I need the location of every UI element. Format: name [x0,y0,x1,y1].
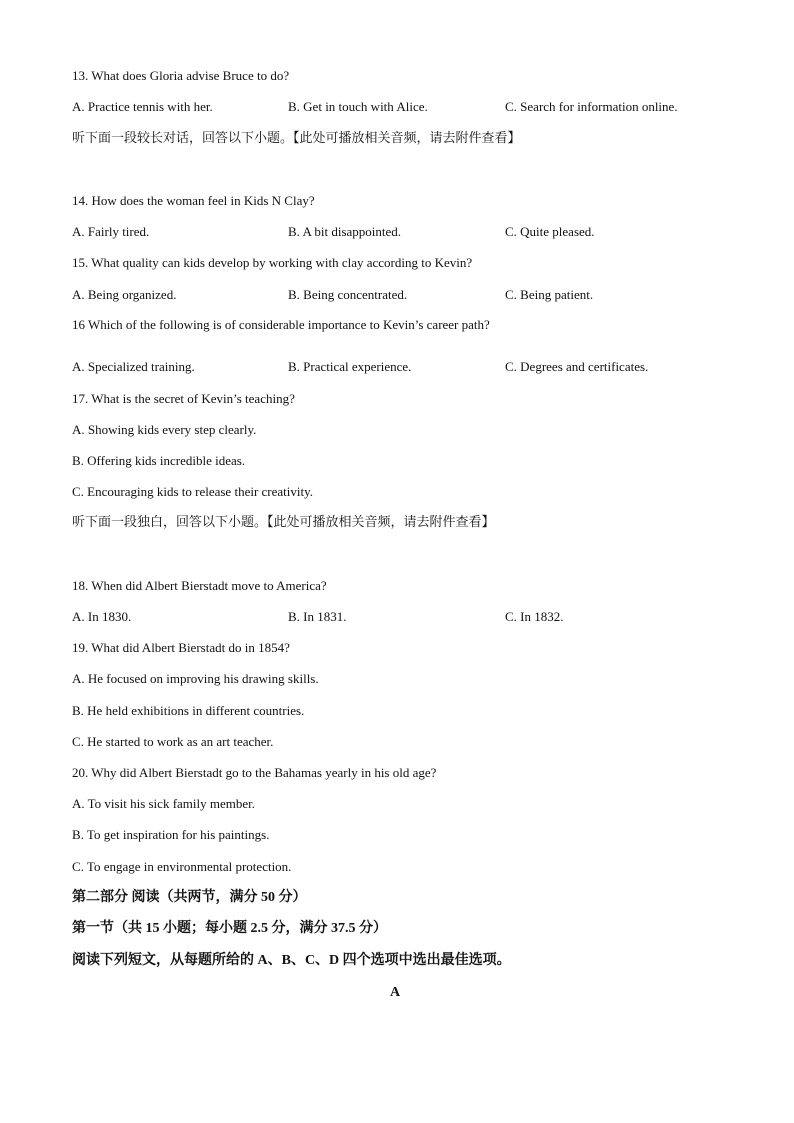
q20-option-a: A. To visit his sick family member. [72,796,256,811]
q14-option-c: C. Quite pleased. [505,224,595,239]
q13-option-a: A. Practice tennis with her. [72,99,213,114]
q17-option-a: A. Showing kids every step clearly. [72,422,257,437]
instruction-dialogue: 听下面一段较长对话，回答以下小题。【此处可播放相关音频，请去附件查看】 [72,131,521,146]
q16-option-b: B. Practical experience. [288,359,412,374]
passage-label: A [390,985,401,1000]
q19-option-b: B. He held exhibitions in different countries. [72,703,305,718]
q17-option-b: B. Offering kids incredible ideas. [72,453,246,468]
question-19-stem: 19. What did Albert Bierstadt do in 1854? [72,640,290,655]
q17-option-c: C. Encouraging kids to release their creativity. [72,484,314,499]
q14-option-b: B. A bit disappointed. [288,224,402,239]
q19-option-c: C. He started to work as an art teacher. [72,734,274,749]
q16-option-c: C. Degrees and certificates. [505,359,649,374]
q14-option-a: A. Fairly tired. [72,224,150,239]
question-13-stem: 13. What does Gloria advise Bruce to do? [72,68,290,83]
q15-option-b: B. Being concentrated. [288,287,408,302]
q18-option-a: A. In 1830. [72,609,132,624]
q13-option-b: B. Get in touch with Alice. [288,99,428,114]
q16-option-a: A. Specialized training. [72,359,195,374]
reading-directions: 阅读下列短文，从每题所给的 A、B、C、D 四个选项中选出最佳选项。 [72,953,511,968]
section-one-heading: 第一节（共 15 小题；每小题 2.5 分，满分 37.5 分） [72,921,387,936]
q15-option-a: A. Being organized. [72,287,177,302]
q20-option-c: C. To engage in environmental protection. [72,859,292,874]
question-14-stem: 14. How does the woman feel in Kids N Clay? [72,193,315,208]
question-16-stem: 16 Which of the following is of considerable importance to Kevin’s career path? [72,317,490,332]
q18-option-c: C. In 1832. [505,609,564,624]
question-17-stem: 17. What is the secret of Kevin’s teaching? [72,391,295,406]
question-20-stem: 20. Why did Albert Bierstadt go to the Bahamas yearly in his old age? [72,765,437,780]
q13-option-c: C. Search for information online. [505,99,678,114]
instruction-monologue: 听下面一段独白，回答以下小题。【此处可播放相关音频，请去附件查看】 [72,515,495,530]
q19-option-a: A. He focused on improving his drawing skills. [72,671,319,686]
question-15-stem: 15. What quality can kids develop by working with clay according to Kevin? [72,255,473,270]
q15-option-c: C. Being patient. [505,287,594,302]
q20-option-b: B. To get inspiration for his paintings. [72,827,270,842]
question-18-stem: 18. When did Albert Bierstadt move to America? [72,578,327,593]
q18-option-b: B. In 1831. [288,609,347,624]
part-two-heading: 第二部分 阅读（共两节，满分 50 分） [72,890,307,905]
